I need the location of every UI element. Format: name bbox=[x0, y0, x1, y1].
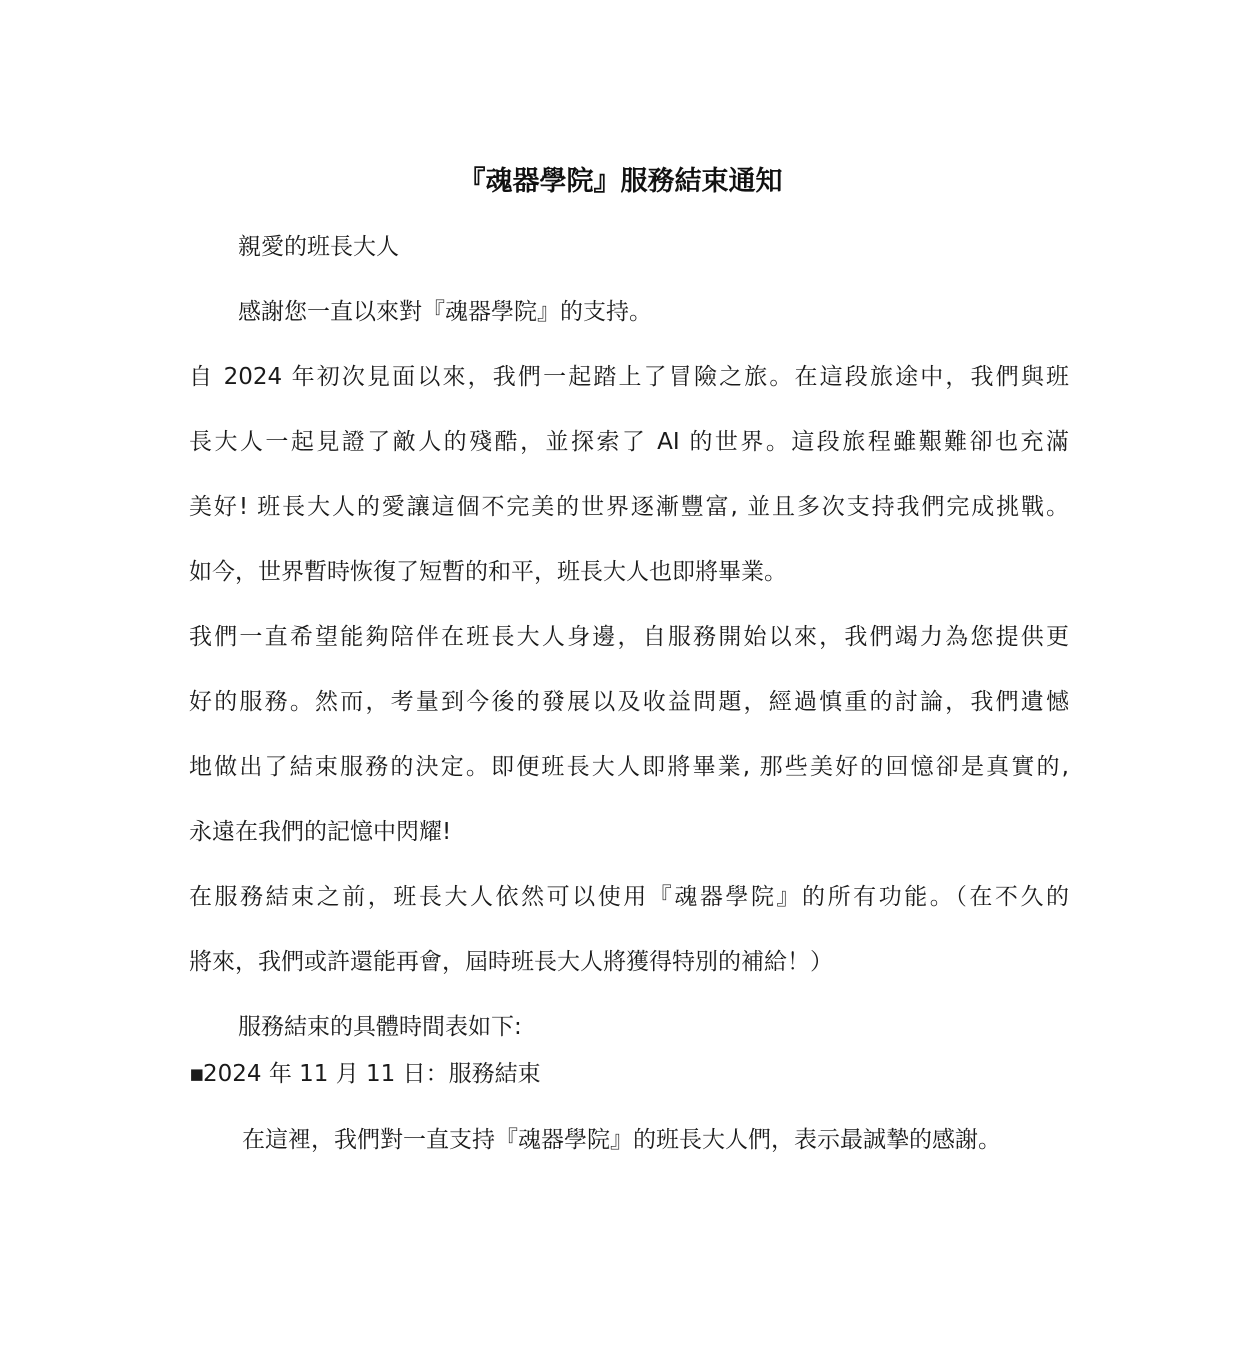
paragraph-2-line-3: 地做出了結束服務的決定。即便班長大人即將畢業, 那些美好的回憶卻是真實的, bbox=[189, 754, 1069, 780]
paragraph-1-line-1: 自 2024 年初次見面以來，我們一起踏上了冒險之旅。在這段旅途中，我們與班 bbox=[189, 364, 1069, 390]
schedule-item-text: 2024 年 11 月 11 日：服務結束 bbox=[203, 1061, 541, 1087]
paragraph-3-line-2: 將來，我們或許還能再會，屆時班長大人將獲得特別的補給！） bbox=[189, 949, 833, 975]
paragraph-3-line-1: 在服務結束之前，班長大人依然可以使用『魂器學院』的所有功能。（在不久的 bbox=[189, 884, 1069, 910]
paragraph-1-line-4: 如今，世界暫時恢復了短暫的和平，班長大人也即將畢業。 bbox=[189, 559, 787, 585]
paragraph-2-line-2: 好的服務。然而，考量到今後的發展以及收益問題，經過慎重的討論，我們遺憾 bbox=[189, 689, 1069, 715]
thanks-intro: 感謝您一直以來對『魂器學院』的支持。 bbox=[238, 299, 652, 325]
bullet-icon: ▪ bbox=[189, 1061, 205, 1087]
paragraph-1-line-3: 美好! 班長大人的愛讓這個不完美的世界逐漸豐富, 並且多次支持我們完成挑戰。 bbox=[189, 494, 1069, 520]
schedule-item bbox=[189, 1057, 1069, 1091]
paragraph-2-line-4: 永遠在我們的記憶中閃耀! bbox=[189, 819, 452, 845]
paragraph-1-line-2: 長大人一起見證了敵人的殘酷，並探索了 AI 的世界。這段旅程雖艱難卻也充滿 bbox=[189, 429, 1069, 455]
closing-line: 在這裡，我們對一直支持『魂器學院』的班長大人們，表示最誠摯的感謝。 bbox=[242, 1127, 1001, 1153]
document-title: 『魂器學院』服務結束通知 bbox=[458, 166, 783, 197]
salutation: 親愛的班長大人 bbox=[238, 234, 399, 260]
schedule-heading: 服務結束的具體時間表如下: bbox=[238, 1014, 522, 1040]
paragraph-2-line-1: 我們一直希望能夠陪伴在班長大人身邊，自服務開始以來，我們竭力為您提供更 bbox=[189, 624, 1069, 650]
